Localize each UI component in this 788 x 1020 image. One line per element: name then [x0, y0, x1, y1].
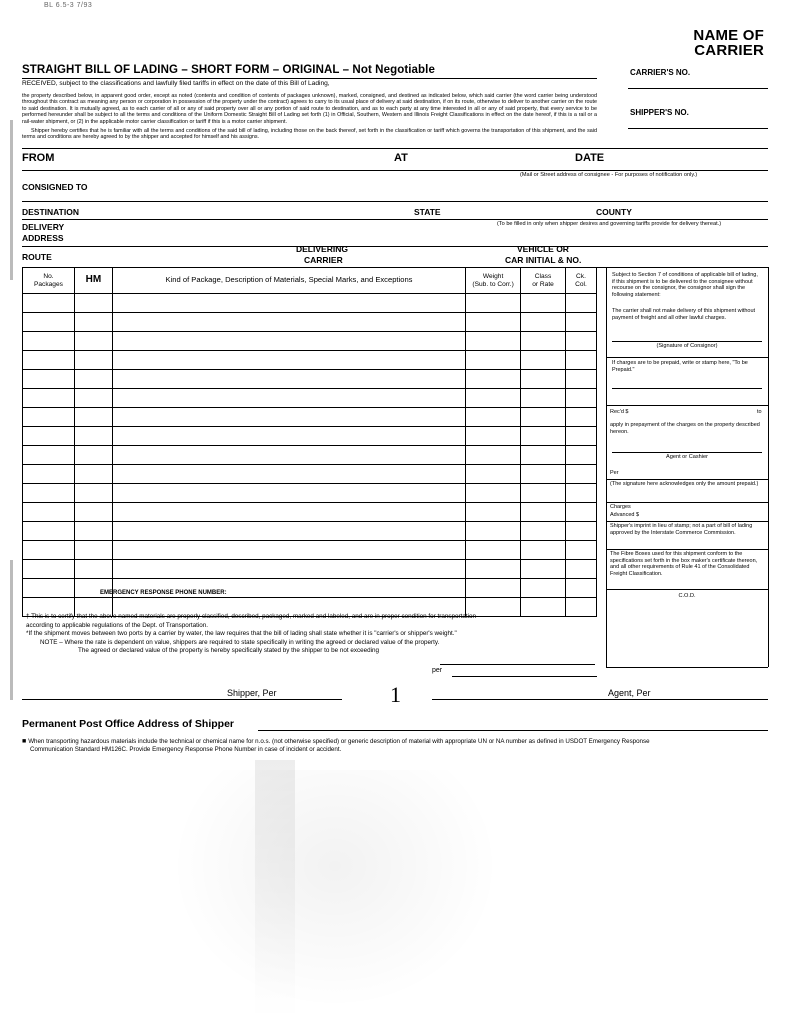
received-line: RECEIVED, subject to the classifications and lawfully filed tariffs in effect on the date of this Bill of Lading,: [22, 80, 330, 87]
table-cell[interactable]: [112, 484, 465, 503]
table-cell[interactable]: [74, 370, 112, 389]
table-row[interactable]: [23, 332, 597, 351]
destination-label: DESTINATION: [22, 207, 79, 217]
legal-paragraph-1: the property described below, in apparent good order, except as noted (contents and condition of contents of packages unknown), marked, consigned, and destined as indicated below, which said carrier (the word carrier being understood throughout this contract as meaning any person or corporation in possession of the property under the contract) agrees to carry to its usual place of delivery at said destination, if on its route, otherwise to deliver to another carrier on the route to said destination. It is mutually agreed, as to each carrier of all or any of said property over all or any portion of said route to destination, and as to each party at any time interested in all or any of said property, that every service to be performed hereunder shall be subject to all the terms and conditions of the Uniform Domestic Straight Bill of Lading set forth (1) in Official, Southern, Western and Illinois Freight Classifications in effect on the date hereof, if this is a rail or a rail-water shipment, or (2) in the applicable motor carrier classification or tariff if this is a motor carrier shipment.: [22, 93, 597, 125]
table-cell[interactable]: [565, 313, 596, 332]
recd-divider: [606, 405, 768, 406]
scan-edge-mark-bottom: [10, 560, 13, 700]
table-cell[interactable]: [74, 294, 112, 313]
table-cell[interactable]: [74, 484, 112, 503]
scan-artifact-smudge: [170, 770, 500, 1010]
table-cell[interactable]: [521, 408, 566, 427]
agent-or-cashier-label: Agent or Cashier: [666, 454, 708, 460]
table-cell[interactable]: [74, 389, 112, 408]
table-cell[interactable]: [565, 522, 596, 541]
table-cell[interactable]: [23, 332, 75, 351]
title-underline: [22, 78, 597, 79]
table-cell[interactable]: [23, 446, 75, 465]
table-cell[interactable]: [23, 408, 75, 427]
table-cell[interactable]: [74, 560, 112, 579]
header-weight-line1: Weight: [482, 272, 504, 280]
table-cell[interactable]: [74, 522, 112, 541]
carrier-name-line1: NAME OF: [693, 27, 764, 44]
table-row[interactable]: [23, 541, 597, 560]
agent-cashier-rule: [612, 452, 762, 453]
table-cell[interactable]: [112, 370, 465, 389]
carriers-no-line: [628, 88, 768, 89]
table-cell[interactable]: [74, 446, 112, 465]
charges-divider: [606, 502, 768, 503]
table-cell[interactable]: [521, 294, 566, 313]
table-cell[interactable]: [521, 560, 566, 579]
certification-line-3: *If the shipment moves between two ports by a carrier by water, the law requires that the bill of lading shall state whether it is "carrier's or shipper's weight.": [26, 630, 457, 638]
delivering-carrier-label-line2: CARRIER: [304, 255, 343, 265]
table-row[interactable]: [23, 560, 597, 579]
imprint-divider: [606, 521, 768, 522]
table-cell[interactable]: [23, 294, 75, 313]
table-cell[interactable]: [521, 484, 566, 503]
table-cell[interactable]: [565, 332, 596, 351]
table-cell[interactable]: [466, 389, 521, 408]
emergency-response-phone-label: EMERGENCY RESPONSE PHONE NUMBER:: [100, 590, 227, 596]
table-cell[interactable]: [112, 560, 465, 579]
from-label: FROM: [22, 152, 55, 164]
filled-in-note: (To be filled in only when shipper desires and governing tariffs provide for delivery thereat.): [497, 221, 722, 227]
certification-block: [26, 613, 596, 656]
apply-prepayment-text: apply in prepayment of the charges on the property described hereon.: [610, 422, 760, 435]
from-row-bottom-rule: [22, 170, 768, 171]
table-row[interactable]: [23, 408, 597, 427]
certification-line-4: NOTE – Where the rate is dependent on value, shippers are required to state specifically in writing the agreed or declared value of the property.: [40, 638, 440, 646]
table-row[interactable]: [23, 389, 597, 408]
table-cell[interactable]: [466, 370, 521, 389]
table-cell[interactable]: [23, 389, 75, 408]
header-kind: Kind of Package, Description of Materials, Special Marks, and Exceptions: [112, 268, 465, 294]
table-cell[interactable]: [74, 332, 112, 351]
mail-address-note: (Mail or Street address of consignee - For purposes of notification only.): [520, 172, 698, 178]
table-cell[interactable]: [74, 313, 112, 332]
table-cell[interactable]: [23, 465, 75, 484]
header-weight: [466, 268, 521, 294]
table-cell[interactable]: [466, 503, 521, 522]
legal-terms: [22, 93, 597, 144]
per-label-right: Per: [610, 470, 619, 476]
table-cell[interactable]: [112, 465, 465, 484]
table-cell[interactable]: [565, 389, 596, 408]
hazmat-footnote-text1: When transporting hazardous materials include the technical or chemical name for n.o.s. (not otherwise specified) or generic description of material with appropriate UN or NA number as defined in USDOT Emergency Response: [28, 738, 650, 745]
carriers-no-label: CARRIER'S NO.: [630, 68, 691, 77]
destination-rule: [22, 219, 768, 220]
table-row[interactable]: [23, 503, 597, 522]
shippers-imprint-text: Shipper's imprint in lieu of stamp; not a part of bill of lading approved by the Interstate Commerce Commission.: [610, 523, 753, 536]
route-label: ROUTE: [22, 252, 52, 262]
table-cell[interactable]: [112, 332, 465, 351]
right-column-top-border: [606, 267, 768, 268]
delivery-address-label-line1: DELIVERY: [22, 222, 65, 232]
header-class-line1: Class: [534, 272, 552, 280]
recd-label: Rec'd $: [610, 409, 629, 415]
prepaid-blank-rule-1: [612, 388, 762, 389]
table-cell[interactable]: [565, 503, 596, 522]
no-delivery-text: The carrier shall not make delivery of this shipment without payment of freight and all other lawful charges.: [612, 308, 756, 321]
certification-line-5: The agreed or declared value of the property is hereby specifically stated by the shipper to be not exceeding: [78, 647, 380, 655]
table-cell[interactable]: [521, 579, 566, 598]
header-ck-line1: Ck.: [576, 272, 586, 280]
table-cell[interactable]: [23, 522, 75, 541]
table-cell[interactable]: [521, 522, 566, 541]
vehicle-label-line2: CAR INITIAL & NO.: [505, 255, 582, 265]
recd-to-label: to: [757, 409, 762, 415]
scan-artifact-streak: [255, 760, 295, 1020]
table-cell[interactable]: [112, 408, 465, 427]
signature-acknowledge-text: (The signature here acknowledges only the amount prepaid.): [610, 481, 759, 487]
table-cell[interactable]: [466, 294, 521, 313]
page-number: 1: [390, 682, 401, 707]
header-packages-line1: No.: [43, 272, 54, 280]
table-cell[interactable]: [112, 313, 465, 332]
declared-value-rule: [440, 664, 595, 665]
carrier-name-line2: CARRIER: [694, 42, 764, 59]
right-column-bottom-border: [606, 667, 768, 668]
table-cell[interactable]: [466, 446, 521, 465]
table-cell[interactable]: [466, 522, 521, 541]
shippers-no-label: SHIPPER'S NO.: [630, 108, 689, 117]
hazmat-footnote: [22, 738, 722, 754]
table-cell[interactable]: [23, 427, 75, 446]
table-row[interactable]: [23, 313, 597, 332]
header-ck-line2: Col.: [575, 280, 587, 288]
table-cell[interactable]: [112, 294, 465, 313]
state-label: STATE: [414, 207, 441, 217]
prepaid-divider: [606, 357, 768, 358]
bullet-icon: ■: [22, 738, 29, 745]
table-cell[interactable]: [565, 579, 596, 598]
table-row[interactable]: [23, 522, 597, 541]
table-row[interactable]: [23, 294, 597, 313]
table-cell[interactable]: [521, 370, 566, 389]
header-weight-line2: (Sub. to Corr.): [472, 280, 514, 288]
table-cell[interactable]: [74, 427, 112, 446]
section7-text: Subject to Section 7 of conditions of applicable bill of lading, if this shipment is to be delivered to the consignee without recourse on the consignor, the consignor shall sign the following statement:: [612, 272, 758, 298]
table-cell[interactable]: [565, 351, 596, 370]
per-value-rule: [452, 676, 597, 677]
vehicle-label-line1: VEHICLE OR: [517, 244, 569, 254]
table-cell[interactable]: [466, 313, 521, 332]
shipper-signature-rule: [22, 699, 342, 700]
signature-of-consignor-label: (Signature of Consignor): [656, 343, 718, 349]
table-row[interactable]: [23, 484, 597, 503]
table-cell[interactable]: [23, 351, 75, 370]
table-cell[interactable]: [565, 465, 596, 484]
table-cell[interactable]: [521, 313, 566, 332]
table-cell[interactable]: [565, 427, 596, 446]
table-cell[interactable]: [565, 484, 596, 503]
table-cell[interactable]: [565, 446, 596, 465]
table-cell[interactable]: [112, 522, 465, 541]
per-rule: [606, 479, 768, 480]
certification-line-1: † This is to certify that the above named materials are properly classified, described, packaged, marked and labeled, and are in proper condition for transportation: [26, 613, 477, 620]
header-class: [521, 268, 566, 294]
table-cell[interactable]: [74, 541, 112, 560]
table-cell[interactable]: [466, 465, 521, 484]
table-cell[interactable]: [23, 560, 75, 579]
header-packages: [23, 268, 75, 294]
header-packages-line2: Packages: [33, 280, 63, 288]
cod-label: C.O.D.: [678, 593, 696, 599]
table-cell[interactable]: [521, 541, 566, 560]
delivering-carrier-label-line1: DELIVERING: [296, 244, 348, 254]
table-cell[interactable]: [466, 427, 521, 446]
table-cell[interactable]: [466, 408, 521, 427]
table-cell[interactable]: [466, 579, 521, 598]
right-column-right-border: [768, 267, 769, 667]
table-cell[interactable]: [112, 541, 465, 560]
header-class-line2: or Rate: [532, 280, 554, 288]
shippers-no-line: [628, 128, 768, 129]
table-row[interactable]: [23, 370, 597, 389]
table-cell[interactable]: [112, 351, 465, 370]
consigned-to-rule: [22, 201, 768, 202]
table-cell[interactable]: [23, 370, 75, 389]
table-cell[interactable]: [23, 503, 75, 522]
table-cell[interactable]: [23, 484, 75, 503]
charges-label: Charges: [610, 504, 631, 510]
table-cell[interactable]: [74, 408, 112, 427]
table-cell[interactable]: [521, 465, 566, 484]
header-hm: HM: [74, 268, 112, 294]
table-cell[interactable]: [112, 427, 465, 446]
table-cell[interactable]: [521, 351, 566, 370]
delivery-address-label-line2: ADDRESS: [22, 233, 64, 243]
materials-table: [22, 267, 597, 617]
table-cell[interactable]: [565, 560, 596, 579]
cod-divider: [606, 589, 768, 590]
document-title: STRAIGHT BILL OF LADING – SHORT FORM – ORIGINAL – Not Negotiable: [22, 64, 435, 76]
hazmat-footnote-line1: [22, 738, 722, 746]
prepaid-note-text: If charges are to be prepaid, write or stamp here, "To be Prepaid.": [612, 360, 748, 373]
permanent-address-label: Permanent Post Office Address of Shipper: [22, 718, 234, 730]
table-cell[interactable]: [466, 541, 521, 560]
table-cell[interactable]: [23, 579, 75, 598]
at-label: AT: [394, 152, 408, 164]
table-header-row: [23, 268, 597, 294]
table-cell[interactable]: [112, 503, 465, 522]
table-cell[interactable]: [521, 389, 566, 408]
fibre-divider: [606, 549, 768, 550]
table-cell[interactable]: [521, 503, 566, 522]
table-cell[interactable]: [466, 351, 521, 370]
scan-edge-mark-top: [10, 120, 13, 280]
table-row[interactable]: [23, 446, 597, 465]
table-cell[interactable]: [565, 541, 596, 560]
table-cell[interactable]: [521, 427, 566, 446]
consignor-signature-rule: [612, 341, 762, 342]
agent-signature-rule: [432, 699, 768, 700]
table-cell[interactable]: [23, 541, 75, 560]
from-row-top-rule: [22, 148, 768, 149]
per-label-center: per: [432, 667, 443, 674]
table-row[interactable]: [23, 351, 597, 370]
table-cell[interactable]: [23, 313, 75, 332]
table-cell[interactable]: [565, 370, 596, 389]
hazmat-footnote-line2: Communication Standard HM126C. Provide Emergency Response Phone Number in case of incident or accident.: [30, 746, 342, 753]
table-cell[interactable]: [521, 446, 566, 465]
right-column-left-border: [606, 267, 607, 667]
date-label: DATE: [575, 152, 605, 164]
advanced-label: Advanced $: [610, 512, 640, 518]
table-row[interactable]: [23, 465, 597, 484]
table-cell[interactable]: [74, 503, 112, 522]
table-cell[interactable]: [74, 351, 112, 370]
table-cell[interactable]: [466, 332, 521, 351]
table-cell[interactable]: [565, 408, 596, 427]
agent-per-label: Agent, Per: [605, 688, 654, 698]
fibre-boxes-text: The Fibre Boxes used for this shipment conform to the specifications set forth in the box maker's certificate thereon, and all other requirements of Rule 41 of the Consolidated Freight Classification.: [610, 551, 758, 577]
table-cell[interactable]: [466, 560, 521, 579]
delivery-address-rule: [22, 246, 768, 247]
table-cell[interactable]: [466, 484, 521, 503]
county-label: COUNTY: [596, 207, 632, 217]
consigned-to-label: CONSIGNED TO: [22, 182, 88, 192]
table-cell[interactable]: [112, 446, 465, 465]
carrier-name-block: [693, 28, 764, 58]
table-cell[interactable]: [74, 465, 112, 484]
table-cell[interactable]: [565, 294, 596, 313]
table-cell[interactable]: [521, 332, 566, 351]
permanent-address-rule: [258, 730, 768, 731]
shipper-per-label: Shipper, Per: [224, 688, 280, 698]
certification-line-2: according to applicable regulations of the Dept. of Transportation.: [26, 621, 209, 629]
form-code: BL 6.5-3 7/93: [44, 2, 93, 9]
table-row[interactable]: [23, 427, 597, 446]
table-cell[interactable]: [112, 389, 465, 408]
legal-paragraph-2: Shipper hereby certifies that he is familiar with all the terms and conditions of the said bill of lading, including those on the back thereof, set forth in the classification or tariff which governs the transportation of this shipment, and the said terms and conditions are hereby agreed to by the shipper and accepted for himself and his assigns.: [22, 128, 597, 141]
header-ck-col: [565, 268, 596, 294]
